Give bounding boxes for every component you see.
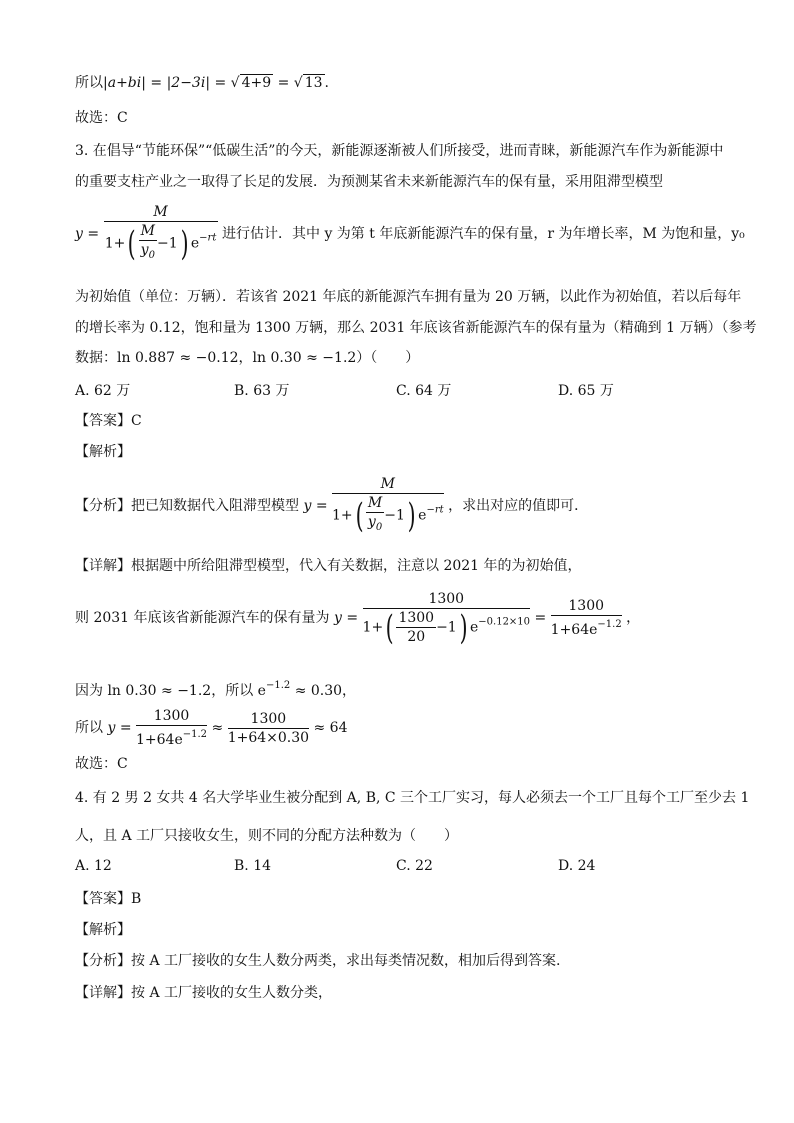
option-d: D. 24 — [558, 858, 596, 874]
q3-line2: 的重要支柱产业之一取得了长足的发展．为预测某省未来新能源汽车的保有量，采用阻滞型模型 — [75, 174, 663, 190]
choose-line: 故选：C — [75, 110, 128, 126]
option-b: B. 14 — [234, 858, 272, 874]
substituted-fraction: 1300 1+( $\frac{1300}{20}$ −1) $e^{-0.12\times 10}$ — [362, 591, 531, 648]
text: 所以 — [75, 75, 103, 91]
equals: = — [273, 75, 294, 91]
period: . — [324, 75, 329, 91]
result-fraction-1: $\frac{1300}{1+64e^{-1.2}}$ — [136, 708, 208, 748]
option-b: B. 63 万 — [234, 383, 290, 399]
q3-line1: 3. 在倡导“节能环保”“低碳生活”的今天，新能源逐渐被人们所接受，进而青睐，新能源汽车作为新能源中 — [75, 143, 724, 159]
option-a: A. 62 万 — [75, 383, 131, 399]
text: 【分析】把已知数据代入阻滞型模型 — [75, 498, 299, 514]
text: 则 2031 年底该省新能源汽车的保有量为 — [75, 610, 330, 626]
formula-lhs: y = — [75, 226, 100, 242]
q3-line4: 为初始值（单位：万辆）．若该省 2021 年底的新能源汽车拥有量为 20 万辆，以此作为初始值，若以后每年 — [75, 289, 742, 305]
option-d: D. 65 万 — [558, 383, 614, 399]
sqrt-radicand: 13 — [304, 75, 323, 91]
modulus-result-line: 所以|a+bi| = |2−3i| = √ 4+9 = √ 13 . — [75, 75, 329, 91]
q3-so-line: 所以 y = $\frac{1300}{1+64e^{-1.2}}$ ≈ $\frac{1300}{1+64\times 0.30}$ ≈ 64 — [75, 708, 348, 748]
q3-analysis: 【解析】 — [75, 444, 131, 460]
text: ，求出对应的值即可． — [448, 498, 589, 514]
result-fraction-2: $\frac{1300}{1+64\times 0.30}$ — [227, 710, 310, 746]
denominator: 1+( $\frac{M}{y_0}$ −1) $e^{-rt}$ — [104, 223, 217, 264]
option-c: C. 22 — [396, 858, 433, 874]
q4-line2: 人，且 A 工厂只接收女生，则不同的分配方法种数为（ ） — [75, 828, 459, 844]
model-fraction: M 1+( $\frac{M}{y_0}$ −1) $e^{-rt}$ — [332, 476, 444, 536]
q3-line6: 数据：ln 0.887 ≈ −0.12，ln 0.30 ≈ −1.2）（ ） — [75, 350, 420, 366]
q3-then-line: 则 2031 年底该省新能源汽车的保有量为 y = 1300 1+( $\frac{1300}{20}$ −1) $e^{-0.12\times 10}$ = $\frac{1300}{1+64e^{-1.2}}$ ， — [75, 591, 641, 648]
q3-answer: 【答案】C — [75, 413, 142, 429]
simplified-fraction: $\frac{1300}{1+64e^{-1.2}}$ — [550, 598, 622, 638]
model-fraction — [104, 203, 218, 265]
option-c: C. 64 万 — [396, 383, 452, 399]
q3-choose: 故选：C — [75, 756, 128, 772]
numerator: M — [104, 203, 218, 222]
q4-line1: 4. 有 2 男 2 女共 4 名大学毕业生被分配到 A, B, C 三个工厂实习，每人必须去一个工厂且每个工厂至少去 1 — [75, 790, 750, 806]
q4-answer: 【答案】B — [75, 891, 142, 907]
q3-fenxi: 【分析】把已知数据代入阻滞型模型 y = M 1+( $\frac{M}{y_0}$ −1) $e^{-rt}$ ，求出对应的值即可． — [75, 476, 589, 536]
q4-xiangjie: 【详解】按 A 工厂接收的女生人数分类， — [75, 985, 333, 1001]
q4-fenxi: 【分析】按 A 工厂接收的女生人数分两类，求出每类情况数，相加后得到答案. — [75, 953, 561, 969]
q3-because-line: 因为 ln 0.30 ≈ −1.2，所以 $e^{-1.2} \approx 0.30$， — [75, 680, 357, 699]
q3-line5: 的增长率为 0.12，饱和量为 1300 万辆，那么 2031 年底该省新能源汽车的保有量为（精确到 1 万辆）（参考 — [75, 320, 757, 336]
sqrt-radicand: 4+9 — [241, 75, 272, 91]
option-a: A. 12 — [75, 858, 112, 874]
q3-xiangjie: 【详解】根据题中所给阻滞型模型，代入有关数据，注意以 2021 年的为初始值， — [75, 558, 582, 574]
q4-analysis: 【解析】 — [75, 922, 131, 938]
modulus-expression: |a+bi| = |2−3i| = — [103, 75, 231, 91]
model-formula-line — [75, 203, 745, 265]
formula-tail-text: 进行估计．其中 y 为第 t 年底新能源汽车的保有量，r 为年增长率，M 为饱和量，y₀ — [222, 226, 745, 242]
